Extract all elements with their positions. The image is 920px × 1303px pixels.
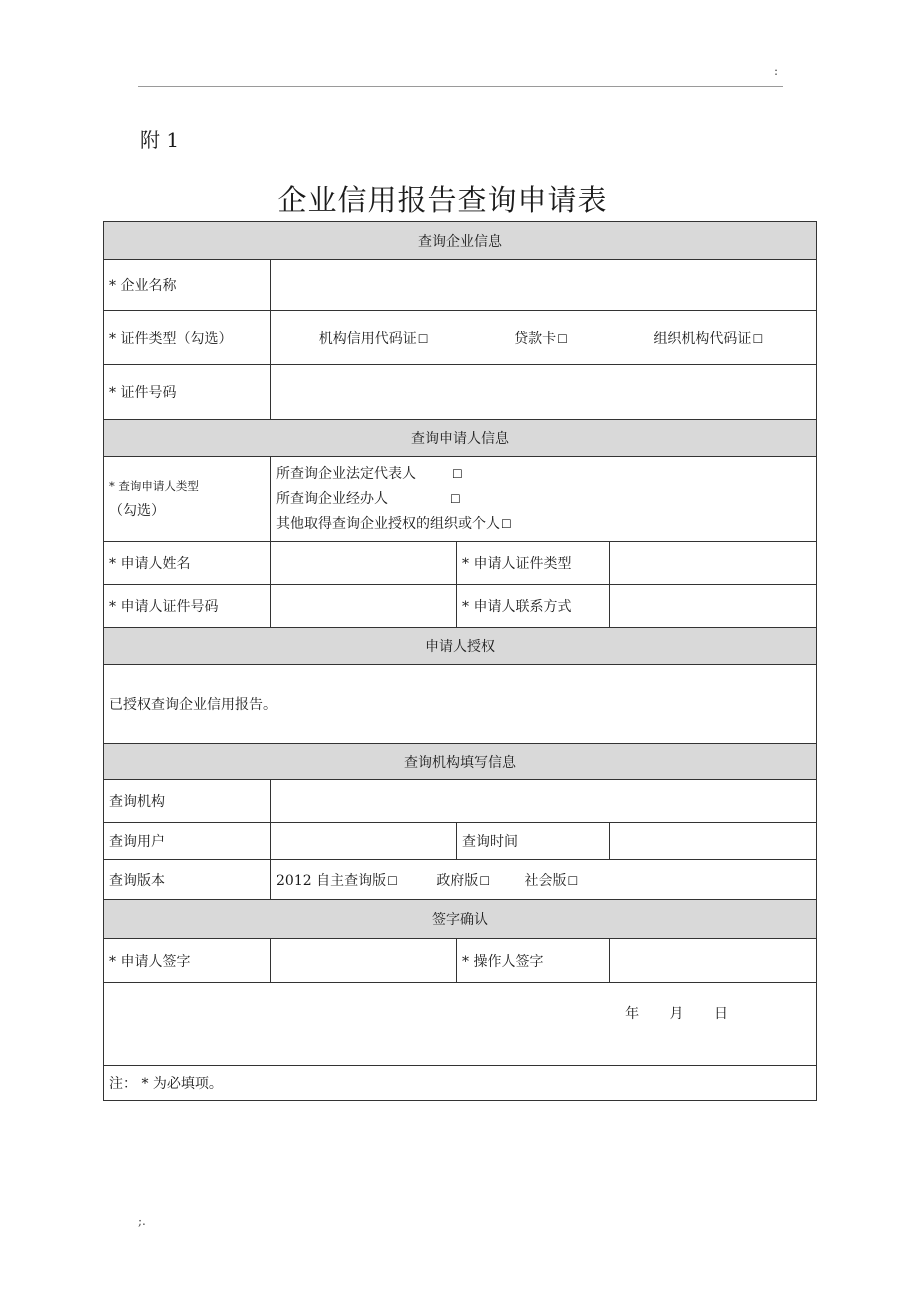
checkbox-icon[interactable]: ☐ <box>479 873 491 888</box>
cert-option-org-code-label: 组织机构代码证 <box>653 330 752 347</box>
checkbox-icon[interactable]: ☐ <box>752 331 764 346</box>
header-rule <box>138 86 783 87</box>
checkbox-icon[interactable]: ☐ <box>567 873 579 888</box>
checkbox-icon[interactable]: ☐ <box>450 491 461 506</box>
applicant-option-agent[interactable] <box>276 487 816 512</box>
applicant-option-legal-rep[interactable] <box>276 462 816 487</box>
query-version-label: 查询版本 <box>104 860 271 900</box>
required-note: 注： * 为必填项。 <box>104 1066 817 1101</box>
applicant-option-agent-label: 所查询企业经办人 <box>276 490 388 507</box>
application-form <box>103 221 817 1101</box>
version-option-government[interactable] <box>436 873 490 889</box>
version-option-social[interactable] <box>525 873 579 889</box>
applicant-id-number-label: * 申请人证件号码 <box>104 585 271 628</box>
version-option-self[interactable] <box>276 873 398 889</box>
applicant-contact-field[interactable] <box>610 585 817 628</box>
cert-option-credit-code[interactable] <box>319 328 429 348</box>
applicant-type-options <box>271 457 817 542</box>
authorization-text: 已授权查询企业信用报告。 <box>104 665 817 744</box>
applicant-option-legal-rep-label: 所查询企业法定代表人 <box>276 465 416 482</box>
cert-option-credit-code-label: 机构信用代码证 <box>318 330 417 347</box>
query-org-label: 查询机构 <box>104 780 271 823</box>
applicant-name-field[interactable] <box>271 542 457 585</box>
section-authorization: 申请人授权 <box>104 628 817 665</box>
version-option-social-label: 社会版 <box>524 872 567 889</box>
query-user-label: 查询用户 <box>104 823 271 860</box>
operator-signature-label: * 操作人签字 <box>457 939 610 983</box>
date-day: 日 <box>714 1006 728 1022</box>
checkbox-icon[interactable]: ☐ <box>557 331 568 346</box>
cert-option-loan-card-label: 贷款卡 <box>514 330 557 347</box>
enterprise-name-label: * 企业名称 <box>104 260 271 311</box>
section-applicant-info: 查询申请人信息 <box>104 420 817 457</box>
query-user-field[interactable] <box>271 823 457 860</box>
applicant-id-type-field[interactable] <box>610 542 817 585</box>
cert-number-label: * 证件号码 <box>104 365 271 420</box>
cert-number-field[interactable] <box>271 365 817 420</box>
footer-mark: ;. <box>138 1214 146 1228</box>
applicant-type-label-line1: * 查询申请人类型 <box>109 479 199 493</box>
date-month: 月 <box>669 1006 684 1022</box>
version-option-self-label: 2012 自主查询版 <box>276 872 387 889</box>
date-year: 年 <box>625 1006 640 1022</box>
cert-option-loan-card[interactable] <box>514 328 568 348</box>
applicant-signature-label: * 申请人签字 <box>104 939 271 983</box>
operator-signature-field[interactable] <box>610 939 817 983</box>
query-time-field[interactable] <box>610 823 817 860</box>
cert-type-label: * 证件类型（勾选） <box>104 311 271 365</box>
applicant-signature-field[interactable] <box>271 939 457 983</box>
applicant-id-type-label: * 申请人证件类型 <box>457 542 610 585</box>
applicant-option-authorized-label: 其他取得查询企业授权的组织或个人 <box>276 515 500 532</box>
applicant-id-number-field[interactable] <box>271 585 457 628</box>
applicant-contact-label: * 申请人联系方式 <box>457 585 610 628</box>
query-time-label: 查询时间 <box>457 823 610 860</box>
form-title: 企业信用报告查询申请表 <box>277 183 608 217</box>
query-org-field[interactable] <box>271 780 817 823</box>
checkbox-icon[interactable]: ☐ <box>452 466 463 481</box>
section-institution-info: 查询机构填写信息 <box>104 744 817 780</box>
cert-type-options <box>271 311 817 365</box>
date-row <box>104 983 817 1066</box>
version-option-government-label: 政府版 <box>436 872 479 889</box>
applicant-option-authorized[interactable] <box>276 512 816 537</box>
enterprise-name-field[interactable] <box>271 260 817 311</box>
checkbox-icon[interactable]: ☐ <box>417 331 429 346</box>
checkbox-icon[interactable]: ☐ <box>501 516 512 531</box>
annex-label: 附 1 <box>140 128 180 152</box>
section-enterprise-info: 查询企业信息 <box>104 222 817 260</box>
query-version-options <box>271 860 817 900</box>
applicant-type-label <box>104 457 271 542</box>
cert-option-org-code[interactable] <box>653 328 763 348</box>
applicant-name-label: * 申请人姓名 <box>104 542 271 585</box>
applicant-type-label-line2: （勾选） <box>109 503 165 519</box>
checkbox-icon[interactable]: ☐ <box>387 873 398 888</box>
header-mark: : <box>774 64 779 78</box>
section-signature: 签字确认 <box>104 900 817 939</box>
